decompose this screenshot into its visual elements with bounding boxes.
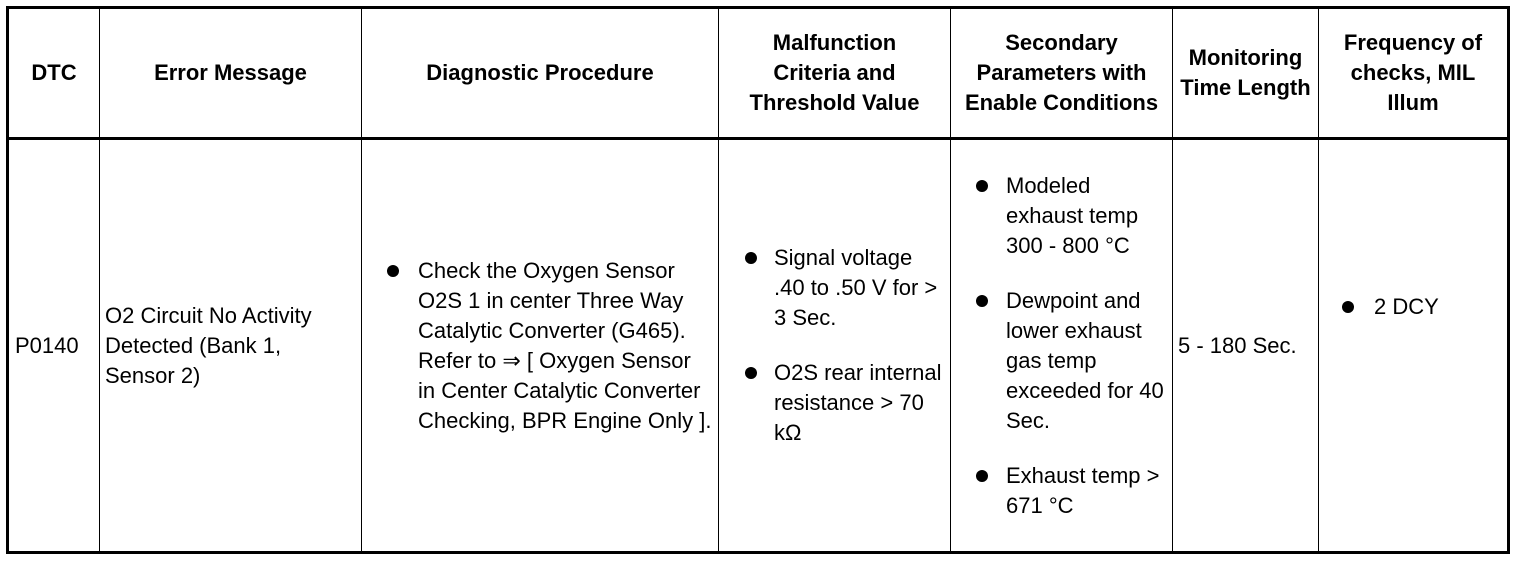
list-item (1319, 292, 1507, 322)
list-item-text: Check the Oxygen Sensor O2S 1 in center Three Way Catalytic Converter (G465). Refer to ⇒ [ Oxygen Sensor in Center Catalytic Converter Checking, BPR Engine Only ]. (418, 257, 712, 433)
error-message-text: O2 Circuit No Activity Detected (Bank 1, Sensor 2) (105, 302, 312, 388)
header-diagnostic-procedure: Diagnostic Procedure (362, 8, 719, 139)
list-item-text: Modeled exhaust temp 300 - 800 °C (1006, 172, 1139, 258)
cell-monitoring-time (1173, 139, 1319, 553)
header-secondary-parameters: Secondary Parameters with Enable Conditions (951, 8, 1173, 139)
malfunction-criteria-list (719, 243, 950, 448)
list-item-text: O2S rear internal resistance > 70 kΩ (774, 360, 942, 445)
monitoring-time-text: 5 - 180 Sec. (1178, 332, 1297, 358)
header-monitoring-time: Monitoring Time Length (1173, 8, 1319, 139)
list-item-text: Dewpoint and lower exhaust gas temp exceeded for 40 Sec. (1006, 287, 1164, 433)
cell-error-message (100, 139, 362, 553)
dtc-code: P0140 (15, 332, 79, 358)
table-row (8, 139, 1509, 553)
cell-diagnostic-procedure (362, 139, 719, 553)
header-malfunction-criteria: Malfunction Criteria and Threshold Value (719, 8, 951, 139)
cell-frequency (1319, 139, 1509, 553)
frequency-list (1319, 292, 1507, 322)
list-item-text: Signal voltage .40 to .50 V for > 3 Sec. (774, 245, 938, 330)
bullet-icon (387, 265, 399, 277)
dtc-table (6, 6, 1510, 554)
bullet-icon (976, 470, 988, 482)
bullet-icon (1342, 301, 1354, 313)
secondary-parameters-list (951, 171, 1172, 521)
list-item (719, 358, 950, 448)
list-item-text: Exhaust temp > 671 °C (1006, 462, 1160, 518)
cell-malfunction-criteria (719, 139, 951, 553)
cell-dtc (8, 139, 100, 553)
list-item (951, 461, 1172, 521)
frequency-wrap (1319, 292, 1507, 322)
bullet-icon (976, 180, 988, 192)
list-item-text: 2 DCY (1374, 293, 1439, 319)
list-item (951, 286, 1172, 436)
header-error-message: Error Message (100, 8, 362, 139)
bullet-icon (745, 367, 757, 379)
list-item (719, 243, 950, 333)
bullet-icon (745, 252, 757, 264)
bullet-icon (976, 295, 988, 307)
list-item (951, 171, 1172, 261)
diagnostic-procedure-list (362, 256, 718, 436)
list-item (362, 256, 718, 436)
cell-secondary-parameters (951, 139, 1173, 553)
header-row (8, 8, 1509, 139)
header-dtc: DTC (8, 8, 100, 139)
header-frequency: Frequency of checks, MIL Illum (1319, 8, 1509, 139)
